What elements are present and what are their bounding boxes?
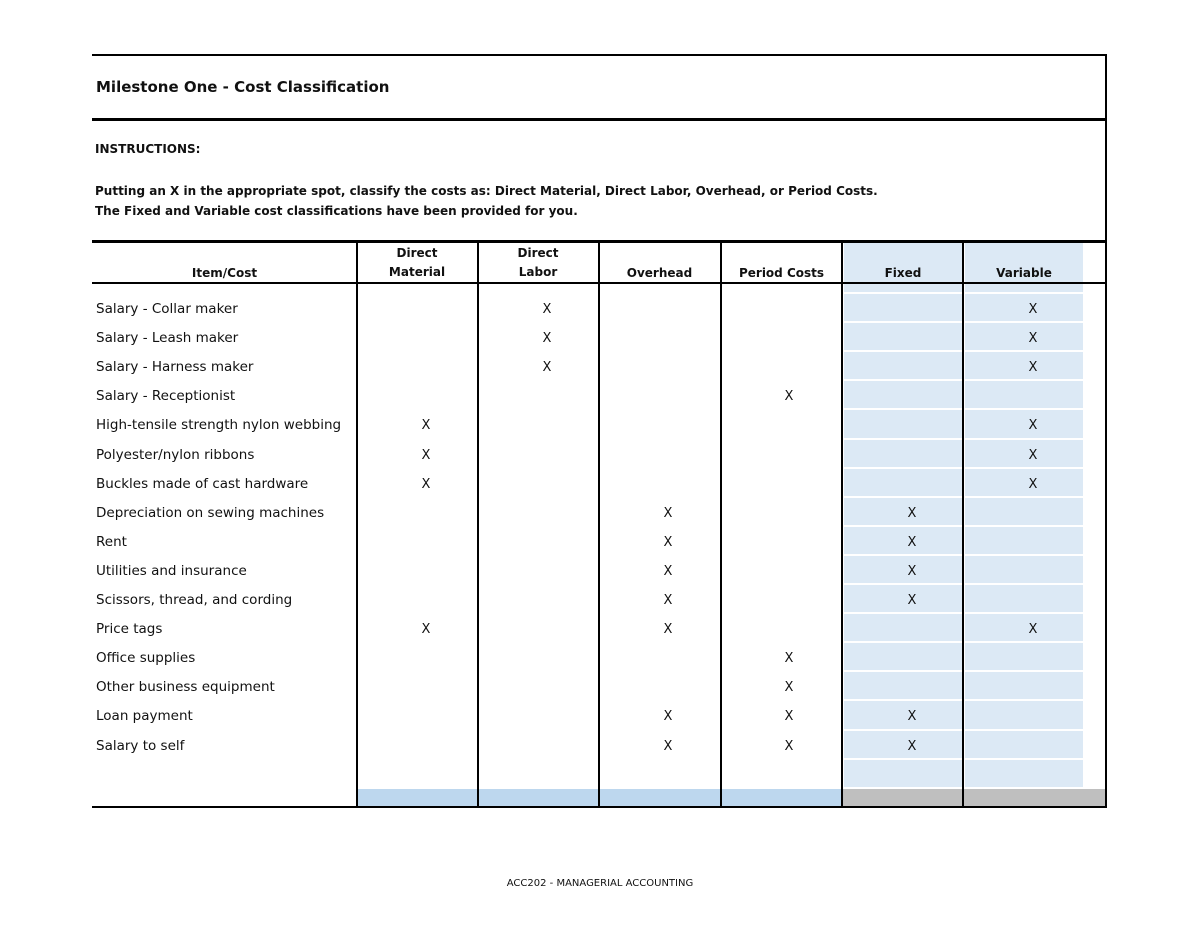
page-footer: ACC202 - MANAGERIAL ACCOUNTING [506, 878, 694, 889]
shade-row-separator [844, 292, 962, 294]
cell-dl: X [542, 302, 552, 317]
cell-variable: X [1028, 477, 1038, 492]
cell-oh: X [663, 739, 673, 754]
cell-pc: X [784, 680, 794, 695]
cell-variable: X [1028, 302, 1038, 317]
shade-row-separator [844, 467, 962, 469]
header-fixed: Fixed [884, 266, 922, 280]
cell-pc: X [784, 389, 794, 404]
instructions-heading: INSTRUCTIONS: [95, 142, 201, 156]
row-item-label: Price tags [96, 621, 163, 637]
shade-row-separator [965, 408, 1083, 410]
header-direct-labor-line2: Labor [518, 265, 558, 279]
cell-dl: X [542, 360, 552, 375]
column-divider [962, 243, 964, 808]
cell-pc: X [784, 739, 794, 754]
shade-row-separator [965, 699, 1083, 701]
cell-dm: X [421, 477, 431, 492]
shade-row-separator [965, 350, 1083, 352]
row-item-label: Salary to self [96, 738, 185, 754]
shade-row-separator [844, 438, 962, 440]
shade-row-separator [965, 641, 1083, 643]
row-item-label: Depreciation on sewing machines [96, 505, 325, 521]
page-title: Milestone One - Cost Classification [96, 78, 390, 96]
header-period-costs: Period Costs [738, 266, 825, 280]
shade-row-separator [965, 292, 1083, 294]
total-cell-overhead [600, 789, 720, 806]
cost-classification-sheet [92, 54, 1107, 808]
row-item-label: Loan payment [96, 708, 193, 724]
cell-variable: X [1028, 331, 1038, 346]
row-item-label: Office supplies [96, 650, 196, 666]
shade-row-separator [844, 408, 962, 410]
column-divider [356, 243, 358, 808]
header-direct-labor-line1: Direct [517, 246, 559, 260]
shade-row-separator [844, 525, 962, 527]
cell-fixed: X [907, 739, 917, 754]
shade-row-separator [844, 729, 962, 731]
shade-row-separator [844, 612, 962, 614]
column-divider [720, 243, 722, 808]
cell-oh: X [663, 593, 673, 608]
row-item-label: Salary - Harness maker [96, 359, 254, 375]
row-item-label: Scissors, thread, and cording [96, 592, 293, 608]
shade-row-separator [844, 670, 962, 672]
cell-variable: X [1028, 448, 1038, 463]
row-item-label: Utilities and insurance [96, 563, 247, 579]
header-direct-labor [478, 244, 598, 282]
shade-row-separator [965, 438, 1083, 440]
shade-row-separator [844, 350, 962, 352]
cell-variable: X [1028, 622, 1038, 637]
title-divider [92, 118, 1107, 121]
shade-row-separator [965, 379, 1083, 381]
cell-fixed: X [907, 535, 917, 550]
shade-row-separator [965, 612, 1083, 614]
shade-row-separator [965, 525, 1083, 527]
shade-row-separator [844, 758, 962, 760]
shade-row-separator [844, 554, 962, 556]
cell-oh: X [663, 564, 673, 579]
row-item-label: Buckles made of cast hardware [96, 476, 309, 492]
cell-dm: X [421, 448, 431, 463]
top-border [92, 54, 1107, 56]
header-variable: Variable [996, 266, 1052, 280]
row-item-label: Salary - Receptionist [96, 388, 236, 404]
cell-fixed: X [907, 506, 917, 521]
total-cell-fixed [843, 789, 962, 806]
header-direct-material [357, 244, 477, 282]
cell-fixed: X [907, 564, 917, 579]
shade-row-separator [965, 496, 1083, 498]
header-overhead: Overhead [626, 266, 693, 280]
row-item-label: Salary - Leash maker [96, 330, 239, 346]
cell-variable: X [1028, 418, 1038, 433]
shade-row-separator [844, 641, 962, 643]
shade-row-separator [965, 583, 1083, 585]
cell-oh: X [663, 506, 673, 521]
row-item-label: Rent [96, 534, 127, 550]
shade-row-separator [965, 670, 1083, 672]
total-cell-variable [964, 789, 1105, 806]
cell-pc: X [784, 651, 794, 666]
shade-row-separator [844, 379, 962, 381]
header-direct-material-line1: Direct [396, 246, 438, 260]
cell-oh: X [663, 622, 673, 637]
total-cell-direct-labor [479, 789, 598, 806]
shade-row-separator [965, 758, 1083, 760]
shade-row-separator [965, 321, 1083, 323]
shade-row-separator [965, 467, 1083, 469]
cell-dl: X [542, 331, 552, 346]
column-divider [477, 243, 479, 808]
header-item-cost: Item/Cost [191, 266, 258, 280]
column-divider [1105, 243, 1107, 808]
cell-oh: X [663, 535, 673, 550]
instructions-line-2: The Fixed and Variable cost classifications have been provided for you. [95, 204, 578, 218]
shade-row-separator [965, 554, 1083, 556]
bottom-border [92, 806, 1107, 808]
shade-row-separator [844, 583, 962, 585]
column-divider [598, 243, 600, 808]
row-item-label: Other business equipment [96, 679, 275, 695]
instructions-line-1: Putting an X in the appropriate spot, classify the costs as: Direct Material, Direct Labor, Overhead, or Period Costs. [95, 184, 878, 198]
cell-fixed: X [907, 709, 917, 724]
cell-oh: X [663, 709, 673, 724]
row-item-label: High-tensile strength nylon webbing [96, 417, 342, 433]
shade-row-separator [965, 729, 1083, 731]
cell-fixed: X [907, 593, 917, 608]
cell-dm: X [421, 418, 431, 433]
cell-dm: X [421, 622, 431, 637]
total-cell-direct-material [358, 789, 477, 806]
row-item-label: Polyester/nylon ribbons [96, 447, 255, 463]
header-direct-material-line2: Material [388, 265, 446, 279]
right-border-title [1105, 54, 1107, 244]
variable-column-shade [965, 243, 1083, 789]
cell-pc: X [784, 709, 794, 724]
shade-row-separator [844, 321, 962, 323]
column-divider [841, 243, 843, 808]
row-item-label: Salary - Collar maker [96, 301, 238, 317]
shade-row-separator [844, 699, 962, 701]
cell-variable: X [1028, 360, 1038, 375]
shade-row-separator [844, 496, 962, 498]
total-cell-period-costs [722, 789, 841, 806]
